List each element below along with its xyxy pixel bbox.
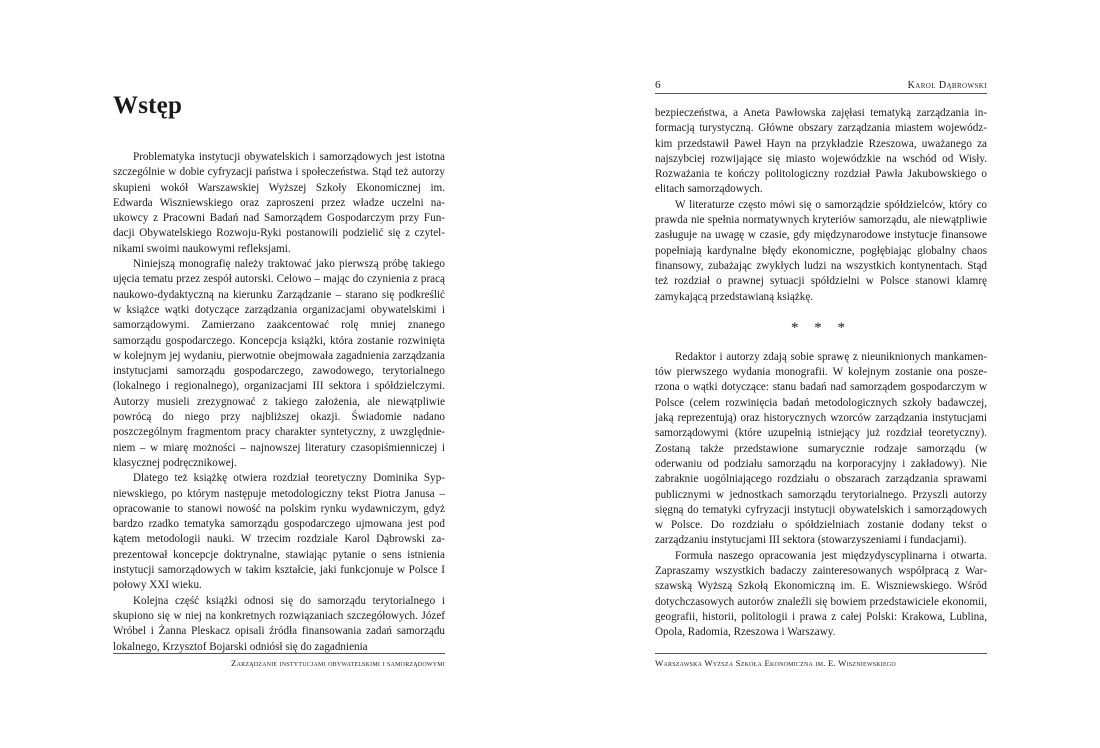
right-body-text <box>655 106 987 641</box>
chapter-title: Wstęp <box>113 92 183 119</box>
section-separator: * * * <box>791 319 851 336</box>
paragraph: Formuła naszego opracowania jest międzydyscyplinarna i otwarta. Zapraszamy wszystkich badaczy zainteresowanych współpracą z Warszawską Wyższą Szkołą Ekonomiczną im. E. Wiszniewskiego. Wśród dotychczasowych autorów znaleźli się bowiem przedstawiciele ekonomii, geografii, historii, politologii i prawa z całej Polski: Krakowa, Lublina, Opola, Radomia, Rzeszowa i Warszawy. <box>655 549 987 639</box>
page-number: 6 <box>655 79 661 91</box>
left-page <box>113 0 445 748</box>
paragraph: Redaktor i autorzy zdają sobie sprawę z nieuniknionych mankamentów pierwszego wydania monografii. W kolejnym zostanie ona poszerzona o wątki dotyczące: stanu badań nad samorządem gospodarczym w Polsce (celem rozwinięcia badań metodologicznych szkoły badawczej, jaką reprezentują) oraz historycznych wzorców zarządzania instytucjami samorządowymi (które uzupełnią istniejący już rozdział teoretyczny). Zostaną także przedstawione sumarycznie rodzaje samorządu (w oderwaniu od podziału samorządu na korporacyjny i zakładowy). Nie zabraknie uogólniającego rozdziału o obszarach zarządzania sprawami publicznymi w jednostkach samorządu terytorialnego. Przyszli autorzy sięgną do tematyki cyfryzacji instytucji obywatelskich i samorządowych w Polsce. Do rozdziału o spółdzielniach zostanie dodany tekst o zarządzaniu instytucjami III sektora (stowarzyszeniami i fundacjami). <box>655 350 987 547</box>
paragraph: Dlatego też książkę otwiera rozdział teoretyczny Dominika Sypniewskiego, po którym następuje metodologiczny tekst Piotra Janusa – opracowanie to stanowi nowość na polskim rynku wydawniczym, gdyż bardzo rzadko tematyka samorządu gospodarczego ujmowana jest pod kątem metodologii nauki. W trzecim rozdziale Karol Dąbrowski zaprezentował koncepcje doktrynalne, stawiając pytanie o sens istnienia instytucji samorządowych w takim kształcie, jaki funkcjonuje w Polsce I połowy XXI wieku. <box>113 472 445 592</box>
left-body-text <box>113 150 445 655</box>
right-footer: Warszawska Wyższa Szkoła Ekonomiczna im. E. Wiszniewskiego <box>655 653 987 669</box>
paragraph: Niniejszą monografię należy traktować jako pierwszą próbę takiego ujęcia tematu przez zespół autorski. Celowo – mając do czynienia z pracą naukowo-dydaktyczną na kierunku Zarządzanie – starano się podkreślić w książce wątki dotyczące zarządzania organizacjami obywatelskimi i samorządowymi. Zamierzano zaakcentować rolę mniej znanego samorządu gospodarczego. Koncepcja książki, która zostanie rozwinięta w kolejnym jej wydaniu, pierwotnie obejmowała zagadnienia zarządzania instytucjami samorządu gospodarczego, zawodowego, terytorialnego (lokalnego i regionalnego), organizacjami III sektora i spółdzielczymi. Autorzy musieli zrezygnować z takiego założenia, ale niewątpliwie powrócą do niego przy najbliższej okazji. Świadomie nadano poszczególnym fragmentom pracy charakter syntetyczny, z uwzględnieniem – w miarę możności – najnowszej literatury czasopiśmienniczej i klasycznej podręcznikowej. <box>113 258 445 469</box>
paragraph: W literaturze często mówi się o samorządzie spółdzielców, który co prawda nie spełnia normatywnych kryteriów samorządu, ale niewątpliwie zasługuje na uwagę w czasie, gdy międzynarodowe instytucje finansowe popełniają kardynalne błędy ekonomiczne, pogłębiając globalny chaos finansowy, zubażając zwykłych ludzi na wszystkich kontynentach. Stąd też rozdział o prawnej sytuacji spółdzielni w Polsce stanowi klamrę zamykającą przedstawianą książkę. <box>655 198 987 303</box>
paragraph: bezpieczeństwa, a Aneta Pawłowska zajęłasi tematyką zarządzania informacją turystyczną. Główne obszary zarządzania miastem wojewódzkim przedstawił Paweł Hayn na przykładzie Rzeszowa, uważanego za najszybciej rozwijające się miasto wojewódzkie na wschód od Wisły. Rozważania te kończy politologiczny rozdział Pawła Jakubowskiego o elitach samorządowych. <box>655 107 987 196</box>
running-head <box>655 79 987 94</box>
paragraph: Kolejna część książki odnosi się do samorządu terytorialnego i skupiono się w niej na konkretnych rozwiązaniach szczegółowych. Józef Wróbel i Żanna Pleskacz opisali źródła finansowania zadań samorządu lokalnego, Krzysztof Bojarski odniósł się do zagadnienia <box>113 594 445 653</box>
left-footer: Zarządzanie instytucjami obywatelskimi i samorządowymi <box>113 653 445 669</box>
right-page <box>655 0 987 748</box>
running-head-author: Karol Dąbrowski <box>907 80 987 91</box>
paragraph: Problematyka instytucji obywatelskich i samorządowych jest istotna szczególnie w dobie cyfryzacji państwa i społeczeństwa. Stąd też autorzy skupieni wokół Warszawskiej Wyższej Szkoły Ekonomicznej im. Edwarda Wiszniewskiego oraz zaproszeni przez władze uczelni naukowcy z Pracowni Badań nad Samorządem Gospodarczym przy Fundacji Obywatelskiego Rozwoju-Ryki postanowili podzielić się z czytelnikami swoimi naukowymi refleksjami. <box>113 151 445 255</box>
